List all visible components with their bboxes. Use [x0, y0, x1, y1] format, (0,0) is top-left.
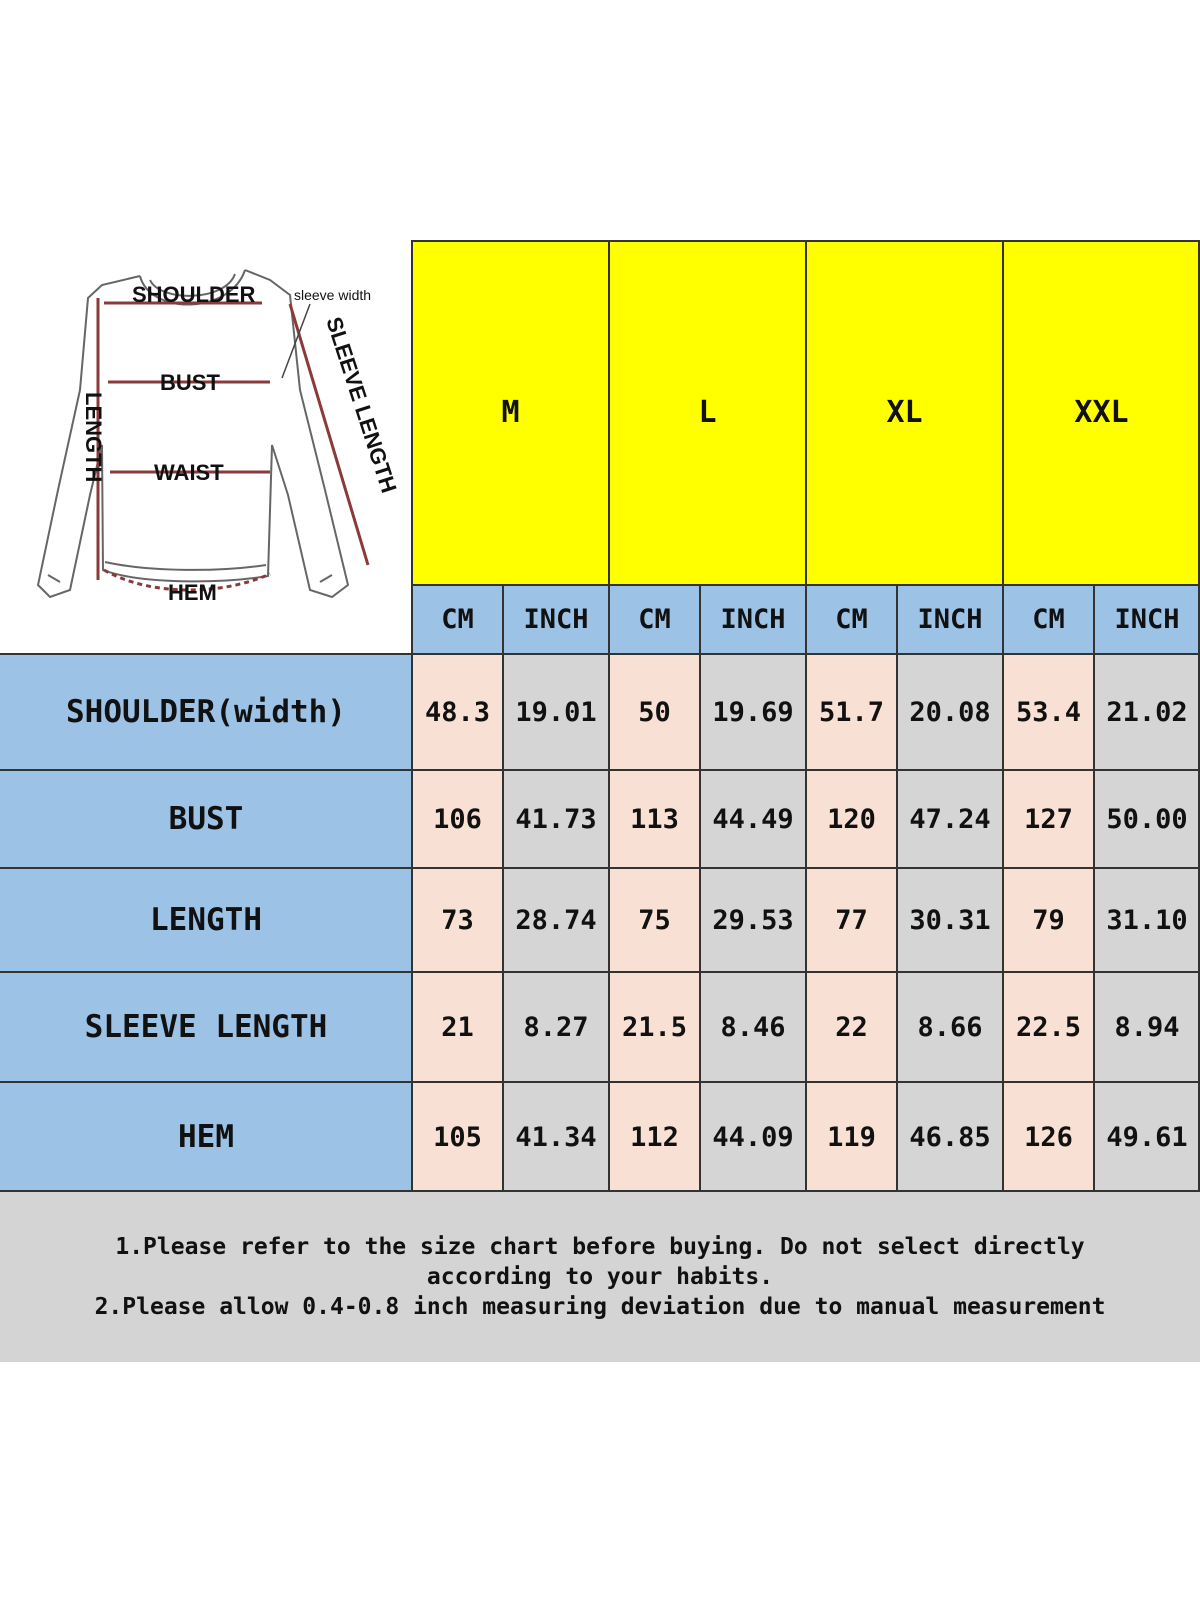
table-cell: 47.24 [897, 770, 1003, 868]
table-cell: 8.27 [503, 972, 609, 1082]
unit-header-inch: INCH [503, 585, 609, 654]
row-label: SLEEVE LENGTH [0, 972, 412, 1082]
table-cell: 77 [806, 868, 897, 972]
table-cell: 49.61 [1094, 1082, 1200, 1192]
row-label: BUST [0, 770, 412, 868]
table-cell: 20.08 [897, 654, 1003, 770]
table-cell: 51.7 [806, 654, 897, 770]
note-line-1: 1.Please refer to the size chart before buying. Do not select directly according to your habits. [115, 1234, 1085, 1290]
grid-line [412, 584, 1200, 586]
table-cell: 119 [806, 1082, 897, 1192]
table-cell: 8.94 [1094, 972, 1200, 1082]
size-header-l: L [609, 240, 806, 585]
table-cell: 50 [609, 654, 700, 770]
grid-line [699, 585, 701, 1192]
bust-diagram-label: BUST [160, 370, 220, 395]
table-cell: 48.3 [412, 654, 503, 770]
shoulder-diagram-label: SHOULDER [132, 282, 256, 307]
row-label: HEM [0, 1082, 412, 1192]
unit-header-cm: CM [1003, 585, 1094, 654]
table-cell: 53.4 [1003, 654, 1094, 770]
table-cell: 44.49 [700, 770, 806, 868]
unit-header-cm: CM [806, 585, 897, 654]
table-cell: 127 [1003, 770, 1094, 868]
table-cell: 8.66 [897, 972, 1003, 1082]
grid-line [0, 653, 1200, 655]
table-cell: 75 [609, 868, 700, 972]
table-cell: 50.00 [1094, 770, 1200, 868]
size-header-xl: XL [806, 240, 1003, 585]
grid-line [0, 867, 1200, 869]
table-cell: 22 [806, 972, 897, 1082]
shirt-diagram-icon [0, 240, 412, 654]
table-cell: 120 [806, 770, 897, 868]
table-cell: 73 [412, 868, 503, 972]
table-cell: 28.74 [503, 868, 609, 972]
grid-line [0, 971, 1200, 973]
grid-line [896, 585, 898, 1192]
table-cell: 126 [1003, 1082, 1094, 1192]
garment-measurement-diagram [0, 240, 412, 654]
size-header-xxl: XXL [1003, 240, 1200, 585]
row-label: SHOULDER(width) [0, 654, 412, 770]
table-cell: 41.34 [503, 1082, 609, 1192]
table-cell: 29.53 [700, 868, 806, 972]
table-cell: 46.85 [897, 1082, 1003, 1192]
row-label: LENGTH [0, 868, 412, 972]
table-cell: 19.69 [700, 654, 806, 770]
table-cell: 31.10 [1094, 868, 1200, 972]
table-cell: 21.5 [609, 972, 700, 1082]
table-cell: 113 [609, 770, 700, 868]
grid-line [0, 769, 1200, 771]
size-chart [0, 240, 1200, 1192]
grid-line [411, 240, 413, 1192]
table-cell: 21 [412, 972, 503, 1082]
table-cell: 21.02 [1094, 654, 1200, 770]
table-cell: 105 [412, 1082, 503, 1192]
table-cell: 30.31 [897, 868, 1003, 972]
size-header-m: M [412, 240, 609, 585]
grid-line [412, 240, 1200, 242]
table-cell: 22.5 [1003, 972, 1094, 1082]
grid-line [805, 240, 807, 1192]
grid-line [1002, 240, 1004, 1192]
grid-line [608, 240, 610, 1192]
table-cell: 44.09 [700, 1082, 806, 1192]
size-notes [0, 1192, 1200, 1362]
table-cell: 112 [609, 1082, 700, 1192]
waist-diagram-label: WAIST [154, 460, 224, 485]
grid-line [1093, 585, 1095, 1192]
length-diagram-label: LENGTH [81, 392, 106, 483]
grid-line [502, 585, 504, 1192]
unit-header-cm: CM [412, 585, 503, 654]
unit-header-inch: INCH [700, 585, 806, 654]
sleeve-length-diagram-label: SLEEVE LENGTH [321, 313, 402, 496]
table-cell: 8.46 [700, 972, 806, 1082]
hem-diagram-label: HEM [168, 580, 217, 605]
unit-header-cm: CM [609, 585, 700, 654]
unit-header-inch: INCH [1094, 585, 1200, 654]
table-cell: 79 [1003, 868, 1094, 972]
note-line-2: 2.Please allow 0.4-0.8 inch measuring deviation due to manual measurement [94, 1294, 1106, 1320]
table-cell: 41.73 [503, 770, 609, 868]
table-cell: 19.01 [503, 654, 609, 770]
table-cell: 106 [412, 770, 503, 868]
unit-header-inch: INCH [897, 585, 1003, 654]
sleeve-width-diagram-label: sleeve width [294, 287, 372, 303]
grid-line [0, 1081, 1200, 1083]
